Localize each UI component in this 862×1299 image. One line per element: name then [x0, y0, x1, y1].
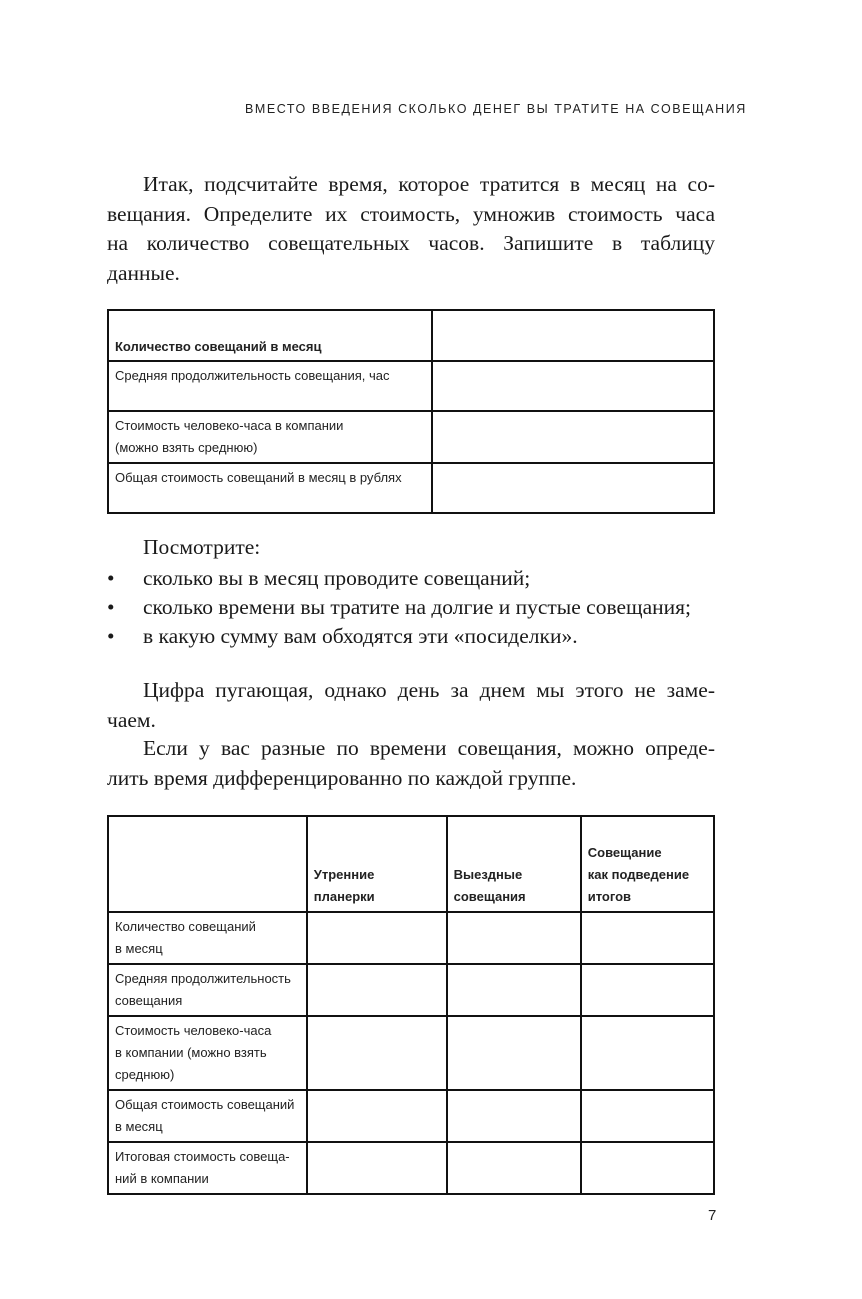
- row-label: Итоговая стоимость совеща- ний в компании: [108, 1142, 307, 1194]
- list-item: • сколько времени вы тратите на долгие и пустые совещания;: [107, 593, 727, 622]
- paragraph-2: [107, 676, 715, 735]
- table-row: [108, 1090, 714, 1142]
- value-cell[interactable]: [307, 1090, 447, 1142]
- table-row: [108, 310, 714, 361]
- value-cell[interactable]: [432, 310, 714, 361]
- table-row: [108, 912, 714, 964]
- paragraph-line: лить время дифференцированно по каждой группе.: [107, 765, 577, 790]
- look-heading: Посмотрите:: [143, 535, 261, 559]
- value-cell[interactable]: [447, 912, 581, 964]
- value-cell[interactable]: [581, 912, 714, 964]
- list-item: • сколько вы в месяц проводите совещаний;: [107, 564, 727, 593]
- paragraph-line: Цифра пугающая, однако день за днем мы этого не заме-: [143, 678, 715, 702]
- row-label: Общая стоимость совещаний в месяц: [108, 1090, 307, 1142]
- bullet-icon: •: [107, 595, 115, 619]
- paragraph-line: вещания. Определите их стоимость, умножив стоимость часа: [107, 201, 715, 226]
- paragraph-line: на количество совещательных часов. Запишите в таблицу: [107, 231, 715, 255]
- table-row: [108, 411, 714, 463]
- paragraph-line: данные.: [107, 260, 180, 285]
- value-cell[interactable]: [581, 1016, 714, 1090]
- bullet-icon: •: [107, 624, 115, 648]
- value-cell[interactable]: [307, 912, 447, 964]
- value-cell[interactable]: [307, 1142, 447, 1194]
- row-label: Количество совещаний в месяц: [108, 912, 307, 964]
- header-cell: Утренние планерки: [307, 816, 447, 912]
- value-cell[interactable]: [447, 1016, 581, 1090]
- value-cell[interactable]: [447, 964, 581, 1016]
- table-row: [108, 463, 714, 513]
- list-item: • в какую сумму вам обходятся эти «посиделки».: [107, 622, 727, 651]
- value-cell[interactable]: [432, 463, 714, 513]
- running-head: ВМЕСТО ВВЕДЕНИЯ СКОЛЬКО ДЕНЕГ ВЫ ТРАТИТЕ НА СОВЕЩАНИЯ: [245, 102, 747, 116]
- value-cell[interactable]: [307, 1016, 447, 1090]
- bullet-icon: •: [107, 566, 115, 590]
- paragraph-line: Итак, подсчитайте время, которое тратится в месяц на со-: [143, 172, 715, 196]
- header-cell: Выездные совещания: [447, 816, 581, 912]
- table-row: [108, 361, 714, 411]
- table-header-row: [108, 816, 714, 912]
- row-label: Стоимость человеко-часа в компании (можно взять среднюю): [108, 1016, 307, 1090]
- meeting-type-table: [107, 815, 715, 1195]
- value-cell[interactable]: [447, 1090, 581, 1142]
- paragraph-line: Если у вас разные по времени совещания, можно опреде-: [143, 736, 715, 760]
- paragraph-line: чаем.: [107, 707, 156, 732]
- paragraph-3: [107, 734, 715, 793]
- value-cell[interactable]: [307, 964, 447, 1016]
- row-label: Средняя продолжительность совещания, час: [108, 361, 432, 411]
- value-cell[interactable]: [432, 411, 714, 463]
- value-cell[interactable]: [447, 1142, 581, 1194]
- value-cell[interactable]: [581, 964, 714, 1016]
- table-row: [108, 1142, 714, 1194]
- page-number: 7: [708, 1207, 717, 1224]
- row-label: Средняя продолжительность совещания: [108, 964, 307, 1016]
- header-cell: Совещание как подведение итогов: [581, 816, 714, 912]
- value-cell[interactable]: [581, 1090, 714, 1142]
- header-cell-empty: [108, 816, 307, 912]
- bullet-list: [107, 564, 727, 651]
- intro-paragraph: [107, 170, 715, 288]
- row-label: Количество совещаний в месяц: [108, 310, 432, 361]
- value-cell[interactable]: [581, 1142, 714, 1194]
- meeting-cost-table: [107, 309, 715, 514]
- value-cell[interactable]: [432, 361, 714, 411]
- row-label: Общая стоимость совещаний в месяц в рублях: [108, 463, 432, 513]
- row-label: Стоимость человеко-часа в компании (можно взять среднюю): [108, 411, 432, 463]
- table-row: [108, 1016, 714, 1090]
- table-row: [108, 964, 714, 1016]
